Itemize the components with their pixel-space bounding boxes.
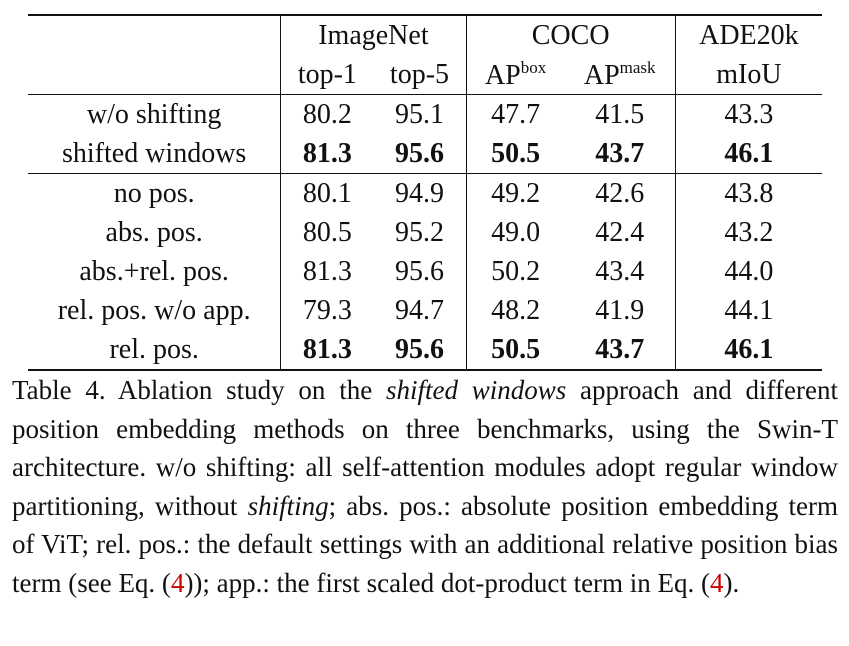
group-header-ade20k: ADE20k — [675, 15, 822, 55]
col-header-ap-mask: $AP^{mask}$ — [583, 58, 656, 91]
table-cell: 43.7 — [595, 137, 645, 169]
table-row — [28, 134, 822, 174]
table-column-header-row — [28, 55, 822, 95]
table-cell: 47.7 — [466, 95, 565, 135]
row-label: abs. pos. — [105, 216, 203, 248]
ablation-table — [28, 14, 822, 371]
table-cell: 49.0 — [466, 213, 565, 252]
table-cell: 79.3 — [281, 291, 374, 330]
table-cell: 41.9 — [595, 294, 645, 326]
table-row — [28, 95, 822, 135]
table-cell: 95.6 — [394, 255, 444, 287]
table-cell: 81.3 — [281, 134, 374, 174]
table-row — [28, 252, 822, 291]
table-cell: 43.3 — [675, 95, 822, 135]
table-cell: 94.9 — [373, 174, 466, 214]
table-cell: 94.7 — [394, 294, 444, 326]
table-row — [28, 330, 822, 370]
table-cell: 48.2 — [466, 291, 565, 330]
equation-ref-link[interactable]: 4 — [710, 567, 724, 598]
table-cell: 95.2 — [394, 216, 444, 248]
table-cell: 80.1 — [281, 174, 374, 214]
table-cell: 81.3 — [281, 252, 374, 291]
table-cell: 81.3 — [281, 330, 374, 370]
table-cell: 42.6 — [565, 174, 676, 214]
table-group-header-row — [28, 15, 822, 55]
group-header-coco: COCO — [466, 15, 675, 55]
table-cell: 50.5 — [466, 330, 565, 370]
table-cell: 44.0 — [675, 252, 822, 291]
table-cell: 42.4 — [595, 216, 645, 248]
table-cell: 43.8 — [675, 174, 822, 214]
table-cell: 46.1 — [675, 134, 822, 174]
table-row — [28, 291, 822, 330]
table-cell: 43.7 — [565, 330, 676, 370]
table-cell: 43.2 — [675, 213, 822, 252]
table-cell: 80.2 — [281, 95, 374, 135]
table-cell: 95.6 — [373, 330, 466, 370]
table-cell: 95.6 — [394, 137, 444, 169]
empty-header-cell — [28, 15, 281, 55]
col-header-ap-box: $AP^{box}$ — [466, 55, 565, 95]
table-cell: 95.1 — [373, 95, 466, 135]
table-cell: 41.5 — [565, 95, 676, 135]
row-label: abs.+rel. pos. — [79, 255, 229, 287]
row-label: w/o shifting — [28, 95, 281, 135]
col-header-top1: top-1 — [281, 55, 374, 95]
equation-ref-link[interactable]: 4 — [170, 567, 185, 598]
table-cell: 43.4 — [595, 255, 645, 287]
col-header-top5: top-5 — [389, 58, 450, 90]
empty-header-cell — [28, 55, 281, 95]
table-cell: 49.2 — [466, 174, 565, 214]
row-label: shifted windows — [61, 137, 247, 169]
table-caption: Table 4. Ablation study on the shifted windows approach and different position embedding methods on three benchmarks, using the Swin-T architecture. w/o shifting: all self-attention modules adopt regular window partitioning, without shifting; abs. pos.: absolute position embedding term of ViT; rel. pos.: the default settings with an additional relative position bias term (see Eq. (4)); app.: the first scaled dot-product term in Eq. (4). — [12, 375, 838, 598]
row-label: rel. pos. — [28, 330, 281, 370]
row-label: no pos. — [28, 174, 281, 214]
col-header-miou: mIoU — [675, 55, 822, 95]
table-cell: 80.5 — [281, 213, 374, 252]
table-cell: 44.1 — [675, 291, 822, 330]
table-row — [28, 213, 822, 252]
table-cell: 50.5 — [466, 134, 565, 174]
row-label: rel. pos. w/o app. — [57, 294, 251, 326]
group-header-imagenet: ImageNet — [281, 15, 466, 55]
table-cell: 50.2 — [466, 252, 565, 291]
table-row — [28, 174, 822, 214]
table-cell: 46.1 — [675, 330, 822, 370]
